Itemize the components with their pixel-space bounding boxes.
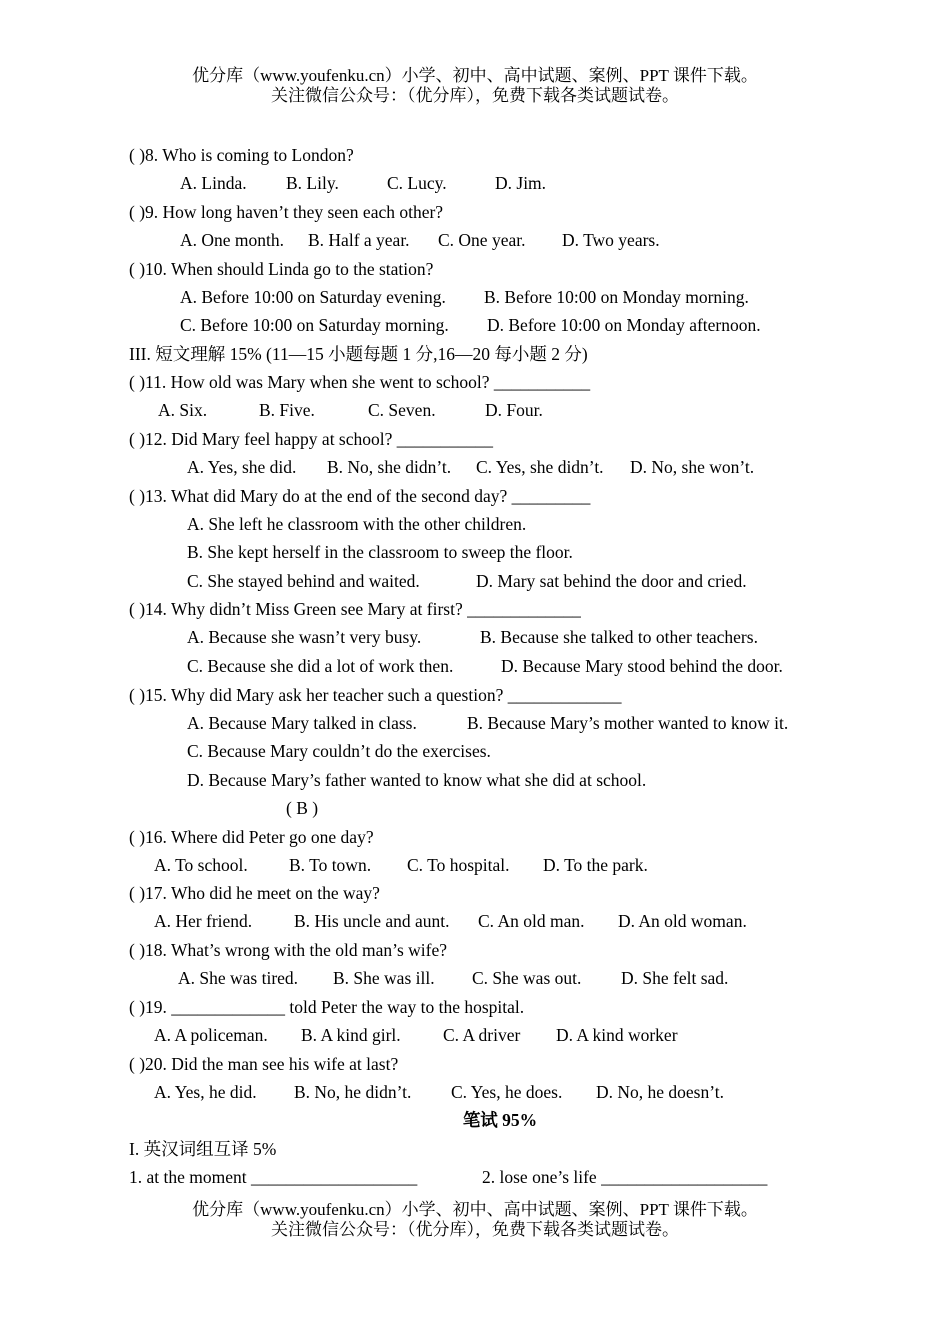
option-b: B. Before 10:00 on Monday morning. (484, 287, 749, 307)
option-d: D. A kind worker (556, 1025, 678, 1045)
footer-line-1: 优分库（www.youfenku.cn）小学、初中、高中试题、案例、PPT 课件下载。 (192, 1200, 758, 1219)
option-c: C. Before 10:00 on Saturday morning. (180, 315, 449, 335)
option-b: B. Because Mary’s mother wanted to know it. (467, 713, 789, 733)
option-d: D. No, he doesn’t. (596, 1082, 724, 1102)
option-c: C. Yes, he does. (451, 1082, 563, 1102)
option-b: B. No, he didn’t. (294, 1082, 412, 1102)
option-c: C. She was out. (472, 968, 582, 988)
option-a: A. She was tired. (178, 968, 299, 988)
section-3-heading: III. 短文理解 15% (11—15 小题每题 1 分,16—20 每小题 2 分) (129, 344, 588, 364)
option-a: A. Because she wasn’t very busy. (187, 627, 422, 647)
option-b: B. Lily. (286, 173, 339, 193)
question-9-stem: ( )9. How long haven’t they seen each other? (129, 202, 444, 222)
option-d: D. No, she won’t. (630, 457, 755, 477)
option-d: D. To the park. (543, 855, 648, 875)
option-a: A. To school. (154, 855, 248, 875)
option-d: D. Because Mary stood behind the door. (501, 656, 783, 676)
option-a: A. Because Mary talked in class. (187, 713, 417, 733)
question-14-stem: ( )14. Why didn’t Miss Green see Mary at first? _____________ (129, 599, 581, 619)
option-c: C. Yes, she didn’t. (476, 457, 604, 477)
option-d: D. Two years. (562, 230, 660, 250)
question-13-option-a: A. She left he classroom with the other children. (187, 514, 527, 534)
option-d: D. She felt sad. (621, 968, 729, 988)
translation-item-2: 2. lose one’s life ___________________ (482, 1167, 768, 1187)
option-b: B. Five. (259, 400, 315, 420)
option-c: C. One year. (438, 230, 526, 250)
question-19-stem: ( )19. _____________ told Peter the way to the hospital. (129, 997, 525, 1017)
header-line-2: 关注微信公众号：（优分库），免费下载各类试题试卷。 (271, 86, 679, 105)
part-b-label: ( B ) (286, 798, 319, 818)
option-c: C. An old man. (478, 911, 585, 931)
option-a: A. A policeman. (154, 1025, 268, 1045)
option-a: A. Her friend. (154, 911, 253, 931)
question-16-stem: ( )16. Where did Peter go one day? (129, 827, 374, 847)
option-b: B. His uncle and aunt. (294, 911, 450, 931)
option-d: D. Jim. (495, 173, 547, 193)
option-c: C. Seven. (368, 400, 436, 420)
header-line-1: 优分库（www.youfenku.cn）小学、初中、高中试题、案例、PPT 课件下载。 (192, 66, 758, 85)
option-c: C. A driver (443, 1025, 521, 1045)
option-b: B. Because she talked to other teachers. (480, 627, 758, 647)
written-test-title: 笔试 95% (462, 1110, 538, 1130)
question-12-stem: ( )12. Did Mary feel happy at school? ___________ (129, 429, 494, 449)
option-d: D. Four. (485, 400, 543, 420)
section-1-heading: I. 英汉词组互译 5% (129, 1139, 277, 1159)
option-c: C. Because she did a lot of work then. (187, 656, 454, 676)
question-17-stem: ( )17. Who did he meet on the way? (129, 883, 380, 903)
option-a: A. Before 10:00 on Saturday evening. (180, 287, 446, 307)
question-10-stem: ( )10. When should Linda go to the station? (129, 259, 434, 279)
page-footer (0, 1200, 950, 1240)
question-13-option-b: B. She kept herself in the classroom to sweep the floor. (187, 542, 573, 562)
translation-item-1: 1. at the moment ___________________ (129, 1167, 418, 1187)
option-a: A. Six. (158, 400, 208, 420)
option-a: A. Yes, he did. (154, 1082, 257, 1102)
option-c: C. She stayed behind and waited. (187, 571, 420, 591)
option-a: A. Yes, she did. (187, 457, 297, 477)
option-b: B. No, she didn’t. (327, 457, 452, 477)
option-c: C. Lucy. (387, 173, 447, 193)
footer-line-2: 关注微信公众号：（优分库），免费下载各类试题试卷。 (271, 1220, 679, 1239)
question-15-stem: ( )15. Why did Mary ask her teacher such a question? _____________ (129, 685, 622, 705)
question-15-option-d: D. Because Mary’s father wanted to know what she did at school. (187, 770, 647, 790)
question-13-stem: ( )13. What did Mary do at the end of the second day? _________ (129, 486, 591, 506)
question-18-stem: ( )18. What’s wrong with the old man’s wife? (129, 940, 448, 960)
page-header (0, 66, 950, 106)
option-d: D. Before 10:00 on Monday afternoon. (487, 315, 761, 335)
option-c: C. To hospital. (407, 855, 510, 875)
option-b: B. A kind girl. (301, 1025, 401, 1045)
question-20-stem: ( )20. Did the man see his wife at last? (129, 1054, 399, 1074)
question-11-stem: ( )11. How old was Mary when she went to school? ___________ (129, 372, 591, 392)
option-a: A. One month. (180, 230, 285, 250)
option-a: A. Linda. (180, 173, 247, 193)
option-d: D. An old woman. (618, 911, 747, 931)
option-b: B. To town. (289, 855, 372, 875)
question-15-option-c: C. Because Mary couldn’t do the exercises. (187, 741, 491, 761)
question-8-stem: ( )8. Who is coming to London? (129, 145, 354, 165)
option-b: B. She was ill. (333, 968, 435, 988)
option-d: D. Mary sat behind the door and cried. (476, 571, 747, 591)
option-b: B. Half a year. (308, 230, 410, 250)
